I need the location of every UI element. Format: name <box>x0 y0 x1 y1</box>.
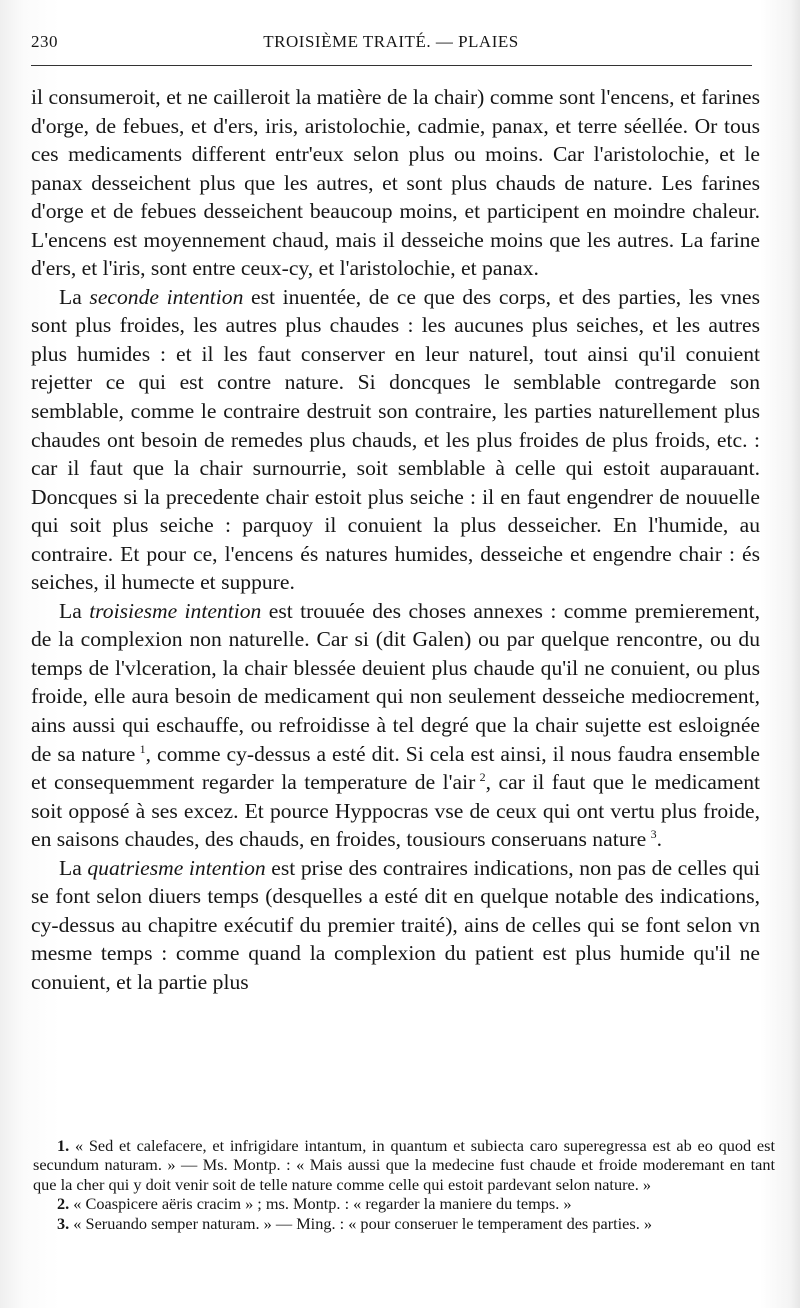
paragraph-2-text: est inuentée, de ce que des corps, et des parties, les vnes sont plus froides, les autres plus chaudes : les aucunes plus seiches, et les autres plus humides : et il les faut conserver en leur naturel, tout ainsi qu'il conuient rejetter ce qui est contre nature. Si doncques le semblable contregarde son semblable, comme le contraire destruit son contraire, les parties naturellement plus chaudes ont besoin de remedes plus chauds, et les plus froides de plus froids, etc. : car il faut que la chair surnourrie, soit semblable à celle qui estoit auparauant. Doncques si la precedente chair estoit plus seiche : il en faut engendrer de nouuelle qui soit plus seiche : parquoy il conuient la plus desseicher. En l'humide, au contraire. Et pour ce, l'encens és natures humides, desseiche et engendre chair : és seiches, il humecte et suppure. <box>31 284 761 595</box>
paragraph-3-text-a: est trouuée des choses annexes : comme premierement, de la complexion non naturelle. Car si (dit Galen) ou par quelque rencontre, ou du temps de l'vlceration, la chair blessée deuient plus chaude qu'il ne conuient, ou plus froide, elle aura besoin de medicament qui non seulement desseiche mediocrement, ains aussi qui eschauffe, ou refroidisse à tel degré que la chair sujette est esloignée de sa nature <box>31 598 760 766</box>
footnote-3-text: « Seruando semper naturam. » — Ming. : « pour conseruer le temperament des parties. » <box>73 1213 653 1233</box>
paragraph-4-text: est prise des contraires indications, non pas de celles qui se font selon diuers temps (desquelles a esté dit en quelque notable des indications, cy-dessus au chapitre exécutif du premier traité), ains de celles qui se font selon vn mesme temps : comme quand la complexion du patient est plus humide qu'il ne conuient, et la partie plus <box>31 855 760 994</box>
paragraph-3-text-c: , car il faut que le medicament soit opposé à ses excez. Et pource Hyppocras vse de ceux qui ont vertu plus froide, en saisons chaudes, des chauds, en froides, tousiours conseruans nature <box>31 770 760 852</box>
main-text <box>31 83 760 997</box>
paragraph-3-term: troisiesme intention <box>89 598 262 623</box>
footnote-ref-2: 2 <box>479 770 486 785</box>
paragraph-4-start: La <box>59 855 82 880</box>
footnotes <box>33 1136 775 1233</box>
paragraph-3-start: La <box>59 598 82 623</box>
paragraph-3-text-d: . <box>656 827 662 852</box>
paragraph-3-text-b: , comme cy-dessus a esté dit. Si cela est ainsi, il nous faudra ensemble et consequemment regarder la temperature de l'air <box>31 741 760 795</box>
page-number: 230 <box>31 32 58 51</box>
footnote-1-text: « Sed et calefacere, et infrigidare intantum, in quantum et subiecta caro superegressa est ab eo quod est secundum naturam. » — Ms. Montp. : « Mais aussi que la medecine fust chaude et froide moderemant en tant que la cher qui y doit venir soit de telle nature comme celle qui estoit pardevant selon nature. » <box>33 1136 775 1194</box>
paragraph-3 <box>31 597 760 854</box>
paragraph-1 <box>31 83 760 283</box>
paragraph-4 <box>31 854 760 997</box>
running-header <box>31 32 751 56</box>
footnote-1-number: 1. <box>57 1136 70 1155</box>
running-title: TROISIÈME TRAITÉ. — PLAIES <box>263 32 519 51</box>
footnote-3 <box>33 1214 775 1233</box>
footnote-2-number: 2. <box>57 1194 70 1214</box>
paragraph-1-text: il consumeroit, et ne cailleroit la matière de la chair) comme sont l'encens, et farines d'orge, de febues, et d'ers, iris, aristolochie, cadmie, panax, et terre séellée. Or tous ces medicaments different entr'eux selon plus ou moins. Car l'aristolochie, et le panax desseichent plus que les autres, et sont plus chauds de nature. Les farines d'orge et de febues desseichent beaucoup moins, et participent en moindre chaleur. L'encens est moyennement chaud, mais il desseiche moins que les autres. La farine d'ers, et l'iris, sont entre ceux-cy, et l'aristolochie, et panax. <box>31 85 760 281</box>
footnote-2-text: « Coaspicere aëris cracim » ; ms. Montp. : « regarder la maniere du temps. » <box>73 1194 572 1214</box>
paragraph-2-term: seconde intention <box>89 284 244 309</box>
paragraph-4-term: quatriesme intention <box>87 855 266 880</box>
footnote-ref-3: 3 <box>650 827 657 842</box>
footnote-2 <box>33 1194 775 1213</box>
footnote-3-number: 3. <box>57 1213 70 1233</box>
paragraph-2 <box>31 283 760 597</box>
footnote-1 <box>33 1136 775 1194</box>
paragraph-2-start: La <box>59 284 82 309</box>
header-rule <box>31 65 752 66</box>
footnote-ref-1: 1 <box>139 741 146 756</box>
